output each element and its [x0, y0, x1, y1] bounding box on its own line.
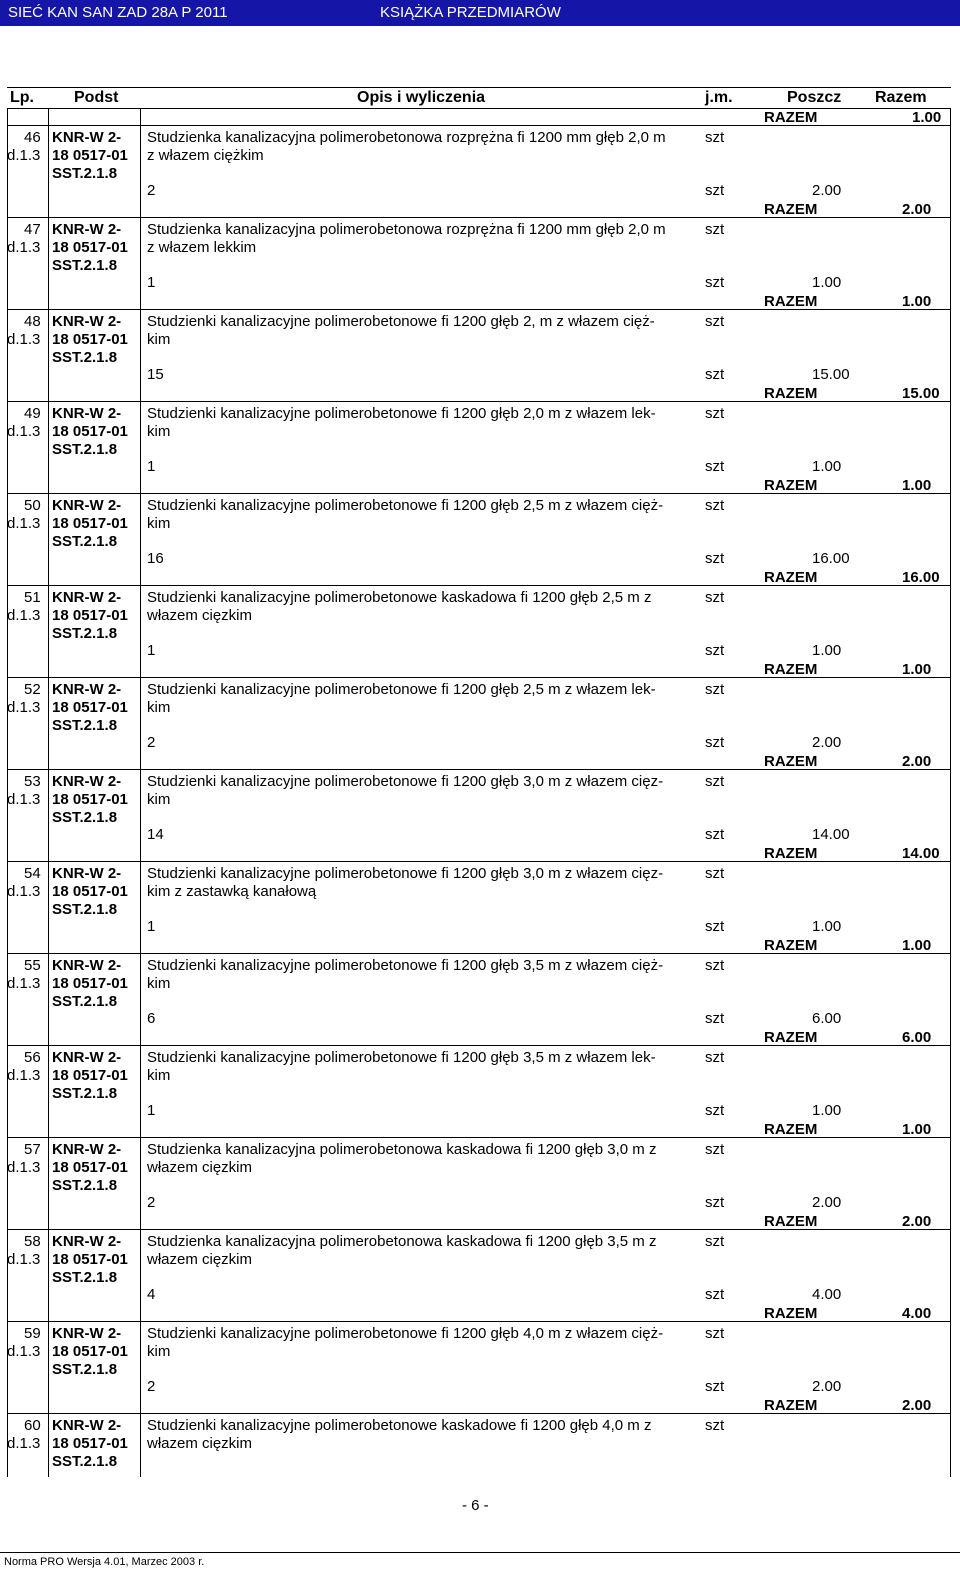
table-row [7, 125, 951, 218]
quantity-unit: szt [705, 1378, 725, 1395]
basis-line-1: KNR-W 2- [52, 681, 122, 698]
quantity-unit: szt [705, 734, 725, 751]
footer-divider [0, 1552, 960, 1553]
col-lp: Lp. [10, 89, 34, 106]
table-row [7, 309, 951, 402]
unit: szt [705, 1141, 725, 1158]
unit: szt [705, 313, 725, 330]
item-section: d.1.3 [7, 147, 41, 164]
description-line-1: Studzienki kanalizacyjne polimerobetonowe fi 1200 głęb 4,0 m z włazem cięż- [147, 1325, 664, 1342]
basis-line-2: 18 0517-01 [52, 239, 128, 256]
quantity-unit: szt [705, 366, 725, 383]
unit: szt [705, 1049, 725, 1066]
table-row [7, 953, 951, 1046]
basis-line-1: KNR-W 2- [52, 313, 122, 330]
item-number: 51 [24, 589, 41, 606]
item-number: 56 [24, 1049, 41, 1066]
item-number: 48 [24, 313, 41, 330]
quantity-unit: szt [705, 1286, 725, 1303]
razem-value: 1.00 [902, 937, 932, 954]
item-section: d.1.3 [7, 699, 41, 716]
basis-line-1: KNR-W 2- [52, 1141, 122, 1158]
razem-label: RAZEM [764, 1121, 818, 1138]
quantity: 2 [147, 1378, 156, 1395]
razem-value: 1.00 [902, 1121, 932, 1138]
basis-line-3: SST.2.1.8 [52, 901, 118, 918]
unit: szt [705, 957, 725, 974]
item-section: d.1.3 [7, 1343, 41, 1360]
basis-line-2: 18 0517-01 [52, 1435, 128, 1452]
description-line-1: Studzienki kanalizacyjne polimerobetonowe fi 1200 głęb 3,5 m z włazem lek- [147, 1049, 656, 1066]
description-line-2: włazem cięzkim [147, 607, 253, 624]
razem-label: RAZEM [764, 753, 818, 770]
partial-total: 2.00 [812, 182, 842, 199]
basis-line-1: KNR-W 2- [52, 405, 122, 422]
col-opis: Opis i wyliczenia [357, 89, 486, 106]
partial-total: 14.00 [812, 826, 850, 843]
item-number: 58 [24, 1233, 41, 1250]
table-row [7, 769, 951, 862]
partial-total: 4.00 [812, 1286, 842, 1303]
quantity: 2 [147, 1194, 156, 1211]
basis-line-3: SST.2.1.8 [52, 1177, 118, 1194]
basis-line-3: SST.2.1.8 [52, 717, 118, 734]
basis-line-3: SST.2.1.8 [52, 441, 118, 458]
partial-total: 6.00 [812, 1010, 842, 1027]
description-line-2: kim [147, 1343, 171, 1360]
basis-line-2: 18 0517-01 [52, 1251, 128, 1268]
item-number: 57 [24, 1141, 41, 1158]
unit: szt [705, 1417, 725, 1434]
basis-line-2: 18 0517-01 [52, 1343, 128, 1360]
description-line-2: kim [147, 1067, 171, 1084]
item-section: d.1.3 [7, 423, 41, 440]
razem-label: RAZEM [764, 477, 818, 494]
table-row [7, 493, 951, 586]
description-line-2: kim [147, 975, 171, 992]
item-number: 47 [24, 221, 41, 238]
unit: szt [705, 773, 725, 790]
basis-line-1: KNR-W 2- [52, 497, 122, 514]
basis-line-1: KNR-W 2- [52, 1325, 122, 1342]
item-section: d.1.3 [7, 1251, 41, 1268]
carried-razem-value: 1.00 [912, 109, 942, 126]
razem-label: RAZEM [764, 845, 818, 862]
item-section: d.1.3 [7, 607, 41, 624]
description-line-2: z włazem ciężkim [147, 147, 264, 164]
basis-line-1: KNR-W 2- [52, 865, 122, 882]
basis-line-2: 18 0517-01 [52, 699, 128, 716]
quantity: 15 [147, 366, 164, 383]
razem-label: RAZEM [764, 1213, 818, 1230]
quantity-unit: szt [705, 826, 725, 843]
table-row [7, 585, 951, 678]
document-header-bar [0, 0, 960, 26]
item-number: 59 [24, 1325, 41, 1342]
document-type: KSIĄŻKA PRZEDMIARÓW [380, 4, 561, 21]
footer-note: Norma PRO Wersja 4.01, Marzec 2003 r. [4, 1556, 205, 1568]
basis-line-2: 18 0517-01 [52, 147, 128, 164]
items-table [7, 108, 951, 1477]
quantity-unit: szt [705, 550, 725, 567]
quantity: 1 [147, 1102, 156, 1119]
description-line-2: włazem cięzkim [147, 1251, 253, 1268]
quantity-unit: szt [705, 642, 725, 659]
razem-label: RAZEM [764, 1029, 818, 1046]
razem-label: RAZEM [764, 385, 818, 402]
basis-line-2: 18 0517-01 [52, 883, 128, 900]
item-section: d.1.3 [7, 1067, 41, 1084]
quantity-unit: szt [705, 274, 725, 291]
basis-line-2: 18 0517-01 [52, 515, 128, 532]
description-line-2: włazem cięzkim [147, 1435, 253, 1452]
quantity: 1 [147, 274, 156, 291]
description-line-2: włazem cięzkim [147, 1159, 253, 1176]
razem-value: 2.00 [902, 753, 932, 770]
basis-line-1: KNR-W 2- [52, 129, 122, 146]
quantity: 14 [147, 826, 164, 843]
partial-total: 2.00 [812, 734, 842, 751]
basis-line-3: SST.2.1.8 [52, 993, 118, 1010]
partial-total: 1.00 [812, 458, 842, 475]
basis-line-2: 18 0517-01 [52, 975, 128, 992]
document-title: SIEĆ KAN SAN ZAD 28A P 2011 [8, 4, 228, 21]
item-number: 55 [24, 957, 41, 974]
item-section: d.1.3 [7, 239, 41, 256]
basis-line-3: SST.2.1.8 [52, 349, 118, 366]
basis-line-3: SST.2.1.8 [52, 1085, 118, 1102]
unit: szt [705, 865, 725, 882]
description-line-2: kim [147, 331, 171, 348]
partial-total: 16.00 [812, 550, 850, 567]
razem-value: 15.00 [902, 385, 940, 402]
partial-total: 1.00 [812, 642, 842, 659]
item-number: 46 [24, 129, 41, 146]
razem-value: 2.00 [902, 1397, 932, 1414]
col-podst: Podst [74, 89, 119, 106]
basis-line-3: SST.2.1.8 [52, 165, 118, 182]
basis-line-2: 18 0517-01 [52, 423, 128, 440]
partial-total: 2.00 [812, 1378, 842, 1395]
partial-total: 2.00 [812, 1194, 842, 1211]
quantity: 6 [147, 1010, 156, 1027]
basis-line-3: SST.2.1.8 [52, 809, 118, 826]
quantity-unit: szt [705, 1010, 725, 1027]
razem-value: 16.00 [902, 569, 940, 586]
razem-label: RAZEM [764, 1397, 818, 1414]
quantity: 2 [147, 182, 156, 199]
table-header [7, 87, 951, 109]
description-line-1: Studzienka kanalizacyjna polimerobetonowa kaskadowa fi 1200 głęb 3,0 m z [147, 1141, 657, 1158]
basis-line-2: 18 0517-01 [52, 1067, 128, 1084]
unit: szt [705, 1233, 725, 1250]
razem-label: RAZEM [764, 201, 818, 218]
razem-label: RAZEM [764, 293, 818, 310]
table-row [7, 401, 951, 494]
table-row [7, 217, 951, 310]
basis-line-1: KNR-W 2- [52, 773, 122, 790]
partial-total: 15.00 [812, 366, 850, 383]
item-section: d.1.3 [7, 515, 41, 532]
unit: szt [705, 497, 725, 514]
description-line-2: kim [147, 791, 171, 808]
item-number: 52 [24, 681, 41, 698]
razem-value: 6.00 [902, 1029, 932, 1046]
razem-value: 2.00 [902, 201, 932, 218]
razem-label: RAZEM [764, 661, 818, 678]
basis-line-1: KNR-W 2- [52, 221, 122, 238]
col-razem: Razem [875, 89, 927, 106]
quantity-unit: szt [705, 458, 725, 475]
description-line-1: Studzienki kanalizacyjne polimerobetonowe fi 1200 głęb 2,5 m z włazem cięż- [147, 497, 664, 514]
partial-total: 1.00 [812, 274, 842, 291]
description-line-1: Studzienki kanalizacyjne polimerobetonowe kaskadowa fi 1200 głęb 2,5 m z [147, 589, 652, 606]
page-number: - 6 - [462, 1497, 489, 1514]
quantity: 2 [147, 734, 156, 751]
description-line-2: z włazem lekkim [147, 239, 257, 256]
basis-line-2: 18 0517-01 [52, 791, 128, 808]
unit: szt [705, 129, 725, 146]
partial-total: 1.00 [812, 1102, 842, 1119]
quantity-unit: szt [705, 182, 725, 199]
razem-label: RAZEM [764, 937, 818, 954]
basis-line-1: KNR-W 2- [52, 1233, 122, 1250]
description-line-1: Studzienki kanalizacyjne polimerobetonowe fi 1200 głęb 2,0 m z włazem lek- [147, 405, 656, 422]
razem-value: 14.00 [902, 845, 940, 862]
description-line-1: Studzienka kanalizacyjna polimerobetonowa rozprężna fi 1200 mm głęb 2,0 m [147, 221, 666, 238]
unit: szt [705, 405, 725, 422]
basis-line-2: 18 0517-01 [52, 331, 128, 348]
razem-label: RAZEM [764, 1305, 818, 1322]
table-row [7, 677, 951, 770]
partial-total: 1.00 [812, 918, 842, 935]
basis-line-1: KNR-W 2- [52, 589, 122, 606]
item-section: d.1.3 [7, 791, 41, 808]
col-poszcz: Poszcz [787, 89, 842, 106]
quantity: 1 [147, 458, 156, 475]
description-line-1: Studzienki kanalizacyjne polimerobetonowe fi 1200 głęb 3,5 m z włazem cięż- [147, 957, 664, 974]
item-number: 60 [24, 1417, 41, 1434]
table-row [7, 1413, 951, 1506]
description-line-2: kim [147, 423, 171, 440]
description-line-1: Studzienki kanalizacyjne polimerobetonowe fi 1200 głęb 3,0 m z włazem cięz- [147, 865, 664, 882]
basis-line-1: KNR-W 2- [52, 957, 122, 974]
quantity-unit: szt [705, 918, 725, 935]
item-section: d.1.3 [7, 1435, 41, 1452]
table-row [7, 861, 951, 954]
quantity: 1 [147, 918, 156, 935]
unit: szt [705, 589, 725, 606]
razem-value: 1.00 [902, 477, 932, 494]
description-line-1: Studzienki kanalizacyjne polimerobetonowe kaskadowe fi 1200 głęb 4,0 m z [147, 1417, 652, 1434]
item-number: 53 [24, 773, 41, 790]
description-line-1: Studzienka kanalizacyjna polimerobetonowa kaskadowa fi 1200 głęb 3,5 m z [147, 1233, 657, 1250]
unit: szt [705, 681, 725, 698]
item-section: d.1.3 [7, 331, 41, 348]
quantity: 16 [147, 550, 164, 567]
table-row [7, 1045, 951, 1138]
basis-line-2: 18 0517-01 [52, 1159, 128, 1176]
razem-value: 1.00 [902, 293, 932, 310]
description-line-2: kim [147, 699, 171, 716]
razem-value: 4.00 [902, 1305, 932, 1322]
basis-line-3: SST.2.1.8 [52, 257, 118, 274]
description-line-1: Studzienki kanalizacyjne polimerobetonowe fi 1200 głęb 2, m z włazem cięż- [147, 313, 655, 330]
basis-line-3: SST.2.1.8 [52, 1453, 118, 1470]
basis-line-1: KNR-W 2- [52, 1417, 122, 1434]
carried-razem-label: RAZEM [764, 109, 818, 126]
col-jm: j.m. [705, 89, 733, 106]
basis-line-1: KNR-W 2- [52, 1049, 122, 1066]
description-line-1: Studzienki kanalizacyjne polimerobetonowe fi 1200 głęb 2,5 m z włazem lek- [147, 681, 656, 698]
table-row [7, 1137, 951, 1230]
basis-line-3: SST.2.1.8 [52, 1269, 118, 1286]
description-line-1: Studzienki kanalizacyjne polimerobetonowe fi 1200 głęb 3,0 m z włazem cięz- [147, 773, 664, 790]
item-number: 54 [24, 865, 41, 882]
description-line-2: kim z zastawką kanałową [147, 883, 317, 900]
item-section: d.1.3 [7, 1159, 41, 1176]
razem-label: RAZEM [764, 569, 818, 586]
item-section: d.1.3 [7, 883, 41, 900]
basis-line-2: 18 0517-01 [52, 607, 128, 624]
basis-line-3: SST.2.1.8 [52, 533, 118, 550]
table-row [7, 1229, 951, 1322]
unit: szt [705, 1325, 725, 1342]
quantity: 4 [147, 1286, 156, 1303]
table-row [7, 1321, 951, 1414]
quantity: 1 [147, 642, 156, 659]
description-line-1: Studzienka kanalizacyjna polimerobetonowa rozprężna fi 1200 mm głęb 2,0 m [147, 129, 666, 146]
razem-value: 2.00 [902, 1213, 932, 1230]
quantity-unit: szt [705, 1194, 725, 1211]
item-number: 50 [24, 497, 41, 514]
basis-line-3: SST.2.1.8 [52, 625, 118, 642]
item-section: d.1.3 [7, 975, 41, 992]
basis-line-3: SST.2.1.8 [52, 1361, 118, 1378]
unit: szt [705, 221, 725, 238]
quantity-unit: szt [705, 1102, 725, 1119]
description-line-2: kim [147, 515, 171, 532]
razem-value: 1.00 [902, 661, 932, 678]
item-number: 49 [24, 405, 41, 422]
